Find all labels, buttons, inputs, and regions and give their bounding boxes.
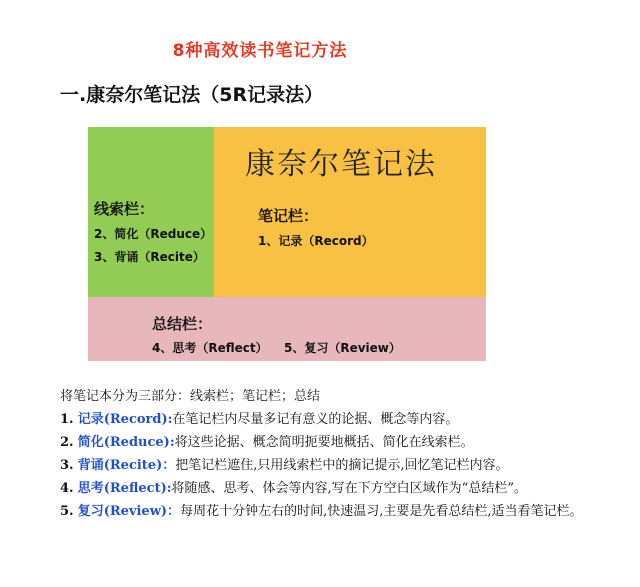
diagram-title: 康奈尔笔记法 (245, 147, 437, 182)
cue-item: 3、背诵（Recite） (94, 250, 205, 264)
step-desc: 把笔记栏遮住,只用线索栏中的摘记提示,回忆笔记栏内容。 (175, 458, 509, 473)
method-description (60, 385, 620, 523)
step-desc: 将这些论据、概念简明扼要地概括、简化在线索栏。 (174, 435, 474, 450)
summary-heading: 总结栏： (152, 315, 213, 333)
step-item (60, 477, 620, 500)
section-heading: 一.康奈尔笔记法（5R记录法） (60, 84, 324, 106)
intro-text: 将笔记本分为三部分：线索栏；笔记栏；总结 (60, 389, 321, 404)
step-item (60, 500, 620, 523)
step-item (60, 431, 620, 454)
step-name: 记录(Record): (77, 412, 173, 427)
notes-item: 1、记录（Record） (258, 234, 374, 248)
step-number: 1. (60, 412, 74, 427)
step-number: 2. (60, 435, 74, 450)
step-item (60, 454, 620, 477)
step-name: 思考(Reflect): (77, 481, 172, 496)
step-item (60, 408, 620, 431)
step-name: 简化(Reduce): (77, 435, 175, 450)
summary-item: 5、复习（Review） (284, 341, 401, 355)
step-desc: 在笔记栏内尽量多记有意义的论据、概念等内容。 (172, 412, 459, 427)
step-number: 4. (60, 481, 74, 496)
cue-item: 2、简化（Reduce） (94, 227, 213, 241)
page-title: 8种高效读书笔记方法 (172, 41, 348, 61)
cue-heading: 线索栏： (94, 200, 155, 218)
step-name: 复习(Review)： (77, 504, 181, 519)
step-desc: 每周花十分钟左右的时间,快速温习,主要是先看总结栏,适当看笔记栏。 (180, 504, 583, 519)
step-number: 3. (60, 458, 74, 473)
step-name: 背诵(Recite)： (77, 458, 176, 473)
notes-heading: 笔记栏： (258, 207, 319, 225)
cornell-diagram (88, 127, 486, 361)
step-desc: 将随感、思考、体会等内容,写在下方空白区域作为“总结栏”。 (171, 481, 527, 496)
step-number: 5. (60, 504, 74, 519)
summary-item: 4、思考（Reflect） (152, 341, 268, 355)
